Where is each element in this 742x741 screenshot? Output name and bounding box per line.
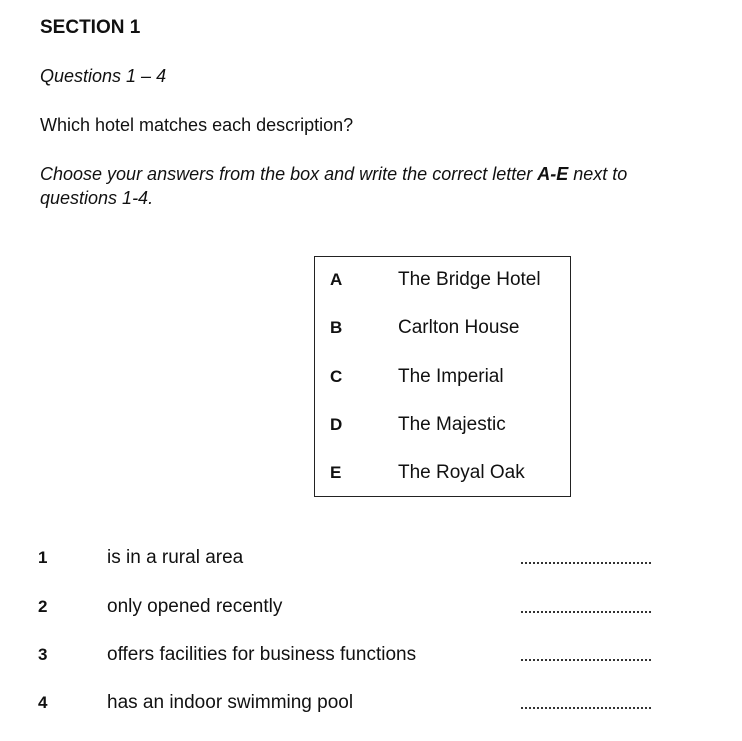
question-item-3	[0, 640, 742, 670]
options-box	[314, 256, 571, 497]
option-name: The Bridge Hotel	[398, 269, 541, 290]
option-name: Carlton House	[398, 317, 520, 338]
option-row-d	[315, 410, 570, 440]
answer-blank-2[interactable]	[521, 611, 651, 613]
instruction	[40, 162, 627, 210]
instruction-text-2: next to	[568, 164, 628, 184]
option-letter: C	[330, 367, 343, 386]
question-range: Questions 1 – 4	[40, 66, 167, 86]
section-title: SECTION 1	[40, 17, 141, 38]
instruction-text-1: Choose your answers from the box and write the correct letter	[40, 164, 538, 184]
option-row-b	[315, 313, 570, 343]
option-letter: D	[330, 415, 343, 434]
item-number: 3	[38, 645, 48, 664]
instruction-letters: A-E	[537, 164, 569, 184]
item-text: only opened recently	[107, 596, 283, 617]
item-text: has an indoor swimming pool	[107, 692, 354, 713]
option-name: The Imperial	[398, 366, 504, 387]
item-text: offers facilities for business functions	[107, 644, 417, 665]
answer-blank-1[interactable]	[521, 562, 651, 564]
item-number: 4	[38, 693, 48, 712]
question-item-2	[0, 592, 742, 622]
instruction-text-3: questions 1-4.	[40, 188, 154, 208]
option-name: The Majestic	[398, 414, 506, 435]
option-letter: A	[330, 270, 343, 289]
answer-blank-4[interactable]	[521, 707, 651, 709]
question-item-4	[0, 688, 742, 718]
question-text: Which hotel matches each description?	[40, 115, 354, 135]
answer-blank-3[interactable]	[521, 659, 651, 661]
option-letter: B	[330, 318, 343, 337]
item-number: 2	[38, 597, 48, 616]
item-text: is in a rural area	[107, 547, 244, 568]
option-letter: E	[330, 463, 342, 482]
item-number: 1	[38, 548, 48, 567]
option-row-c	[315, 362, 570, 392]
option-name: The Royal Oak	[398, 462, 525, 483]
option-row-e	[315, 458, 570, 488]
option-row-a	[315, 265, 570, 295]
question-item-1	[0, 543, 742, 573]
